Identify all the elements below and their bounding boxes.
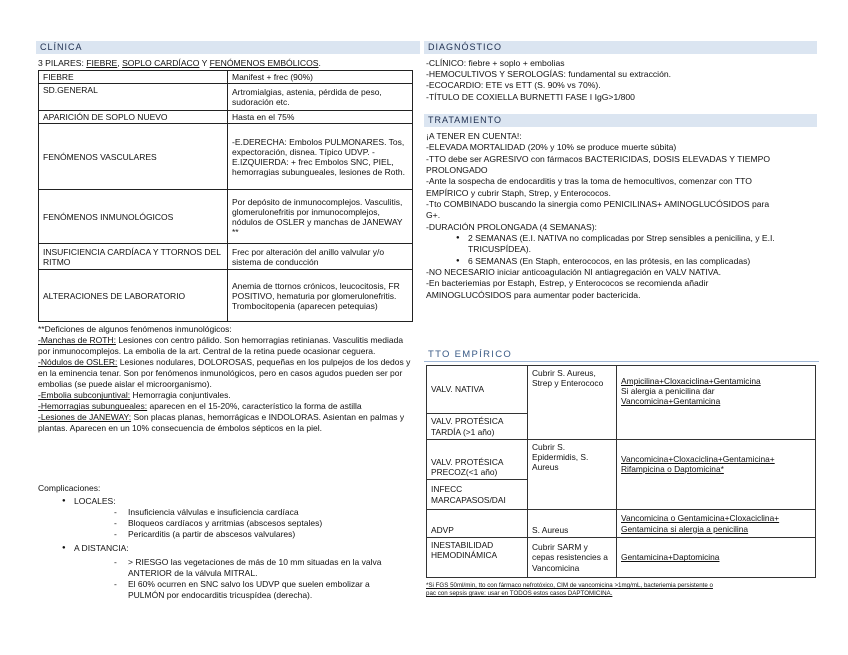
row-value: Artromialgias, astenia, pérdida de peso, sudoración etc. — [228, 84, 413, 111]
trat-bullet-2sem: ● 2 SEMANAS (E.I. NATIVA no complicadas por Strep sensibles a penicilina, y E.I. — [468, 233, 818, 244]
comp-distancia: ● A DISTANCIA: — [74, 543, 416, 554]
pilar-end: . — [318, 58, 321, 68]
trat-line: -DURACIÓN PROLONGADA (4 SEMANAS): — [426, 221, 597, 232]
trat-bullet-6sem: ● 6 SEMANAS (En Staph, enterococos, en las prótesis, en las complicadas) — [468, 256, 818, 267]
janeway-term: -Lesiones de JANEWAY: — [38, 412, 132, 423]
emp-treatment — [617, 366, 816, 440]
complicaciones — [38, 483, 416, 601]
trat-line: G+. — [426, 210, 441, 221]
trat-line: -Tto COMBINADO buscando la sinergia como PENICILINAS+ AMINOGLUCÓSIDOS para — [426, 199, 770, 210]
trat-line: EMPÍRICO y cubrir Staph, Strep, y Enterococos. — [426, 187, 611, 198]
comp-loc2: - Bloqueos cardíacos y arritmias (abscesos septales) — [128, 518, 416, 529]
emp-label: INESTABILIDAD HEMODINÁMICA — [427, 538, 528, 578]
note-hemorragias — [38, 401, 416, 412]
row-value: Anemia de ttornos crónicos, leucocitosis, FR POSITIVO, hematuria por glomerulonefritis. Trombocitopenia (aparecen petequias) — [228, 270, 413, 322]
diagnostico-title: DIAGNÓSTICO — [428, 42, 503, 52]
foot-line2: pac con sepsis grave: usar en TODOS estos casos DAPTOMICINA. — [426, 590, 613, 598]
empirico-header — [424, 348, 819, 362]
emp-cover: Cubrir S. Epidermidis, S. Aureus — [528, 440, 617, 510]
foot-line1: *Si FGS 50ml/min, tto con fármaco nefrotóxico, CIM de vancomicina >1mg/mL, bacteriemia persistente o — [426, 582, 713, 589]
comp-dist1a: - > RIESGO las vegetaciones de más de 10 mm situadas en la valva — [128, 557, 416, 568]
roth-term: -Manchas de ROTH: — [38, 335, 116, 346]
row-label: SD.GENERAL — [39, 84, 228, 111]
empirico-footnote — [426, 582, 818, 598]
pilares-line — [38, 58, 321, 68]
row-value: Frec por alteración del anillo valvular y/o sistema de conducción — [228, 244, 413, 270]
trat-bullet-2sem-cont: TRICUSPÍDEA). — [468, 244, 532, 255]
table-row — [427, 510, 816, 538]
tratamiento-title: TRATAMIENTO — [428, 115, 502, 125]
osler-text: Lesiones nodulares, DOLOROSAS, pequeñas en los pulpejos de los dedos y en la eminencia tenar. Son por fenómenos inmunológicos, pero en casos agudos pueden ser por embolias (se puede aislar el microorganismo). — [38, 357, 411, 390]
notes-title: **Deficiones de algunos fenómenos inmunológicos: — [38, 324, 232, 334]
diagnostico-body — [426, 58, 816, 103]
comp-locales: ● LOCALES: — [74, 496, 416, 507]
trat-line: PROLONGADO — [426, 165, 488, 176]
pilar-sep1: , — [117, 58, 123, 68]
diagnostico-header — [424, 41, 817, 54]
emp-t1: Vancomicina+Cloxaciclina+Gentamicina+ — [621, 454, 775, 464]
table-row — [427, 366, 816, 414]
hemorragias-text: aparecen en el 15-20%, característico la forma de astilla — [147, 401, 362, 412]
emp-t2: Rifampicina o Daptomicina* — [621, 464, 724, 475]
table-row — [427, 538, 816, 578]
pilares-prefix: 3 PILARES: — [38, 58, 87, 68]
row-label: INSUFICIENCIA CARDÍACA Y TTORNOS DEL RITMO — [39, 244, 228, 270]
row-value: -E.DERECHA: Embolos PULMONARES. Tos, expectoración, disnea. Típico UDVP. -E.IZQUIERDA: + frec Embolos SNC, PIEL, hemorragias subungueales, lesiones de Roth. — [228, 124, 413, 190]
embolia-term: -Embolia subconjuntival: — [38, 390, 131, 401]
diag-line: -CLÍNICO: fiebre + soplo + embolias — [426, 58, 565, 68]
note-roth — [38, 335, 416, 357]
row-label: APARICIÓN DE SOPLO NUEVO — [39, 111, 228, 124]
table-row — [39, 111, 413, 124]
diag-line: -HEMOCULTIVOS Y SEROLOGÍAS: fundamental su extracción. — [426, 69, 672, 80]
emp-cover: Cubrir S. Aureus, Strep y Enterococo — [528, 366, 617, 440]
row-label: FIEBRE — [39, 71, 228, 84]
table-row — [39, 71, 413, 84]
diag-line: -ECOCARDIO: ETE vs ETT (S. 90% vs 70%). — [426, 80, 601, 91]
table-row — [39, 190, 413, 244]
trat-line: -ELEVADA MORTALIDAD (20% y 10% se produce muerte súbita) — [426, 142, 677, 153]
trat-line: AMINOGLUCÓSIDOS para aumentar poder bactericida. — [426, 289, 641, 300]
trat-line: -En bacteriemias por Estaph, Estrep, y Enterococos se recomienda añadir — [426, 278, 709, 289]
emp-t1: Ampicilina+Cloxaciclina+Gentamicina — [621, 376, 761, 386]
comp-title: Complicaciones: — [38, 483, 101, 493]
emp-label: VALV. NATIVA — [427, 366, 528, 414]
pilar-fenomenos: FENÓMENOS EMBÓLICOS — [209, 58, 319, 68]
emp-treatment — [617, 538, 816, 578]
row-label: ALTERACIONES DE LABORATORIO — [39, 270, 228, 322]
comp-dist1b: ANTERIOR de la válvula MITRAL. — [128, 568, 258, 579]
emp-label: VALV. PROTÉSICA TARDÍA (>1 año) — [427, 414, 528, 440]
emp-cover: S. Aureus — [528, 510, 617, 538]
comp-loc1: - Insuficiencia válvulas e insuficiencia cardíaca — [128, 507, 416, 518]
row-value: Manifest + frec (90%) — [228, 71, 413, 84]
note-osler — [38, 357, 416, 390]
emp-treatment — [617, 510, 816, 538]
table-row — [39, 244, 413, 270]
embolia-text: Hemorragia conjuntivales. — [130, 390, 231, 401]
empirico-title: TTO EMPÍRICO — [428, 349, 513, 360]
emp-t2: Gentamicina si alergia a penicilina — [621, 523, 749, 534]
comp-loc3: - Pericarditis (a partir de abscesos valvulares) — [128, 529, 416, 540]
emp-label: VALV. PROTÉSICA PRECOZ(<1 año) — [427, 440, 528, 480]
row-label: FENÓMENOS VASCULARES — [39, 124, 228, 190]
tratamiento-header — [424, 114, 817, 127]
emp-t1: Vancomicina o Gentamicina+Cloxaciclina+ — [621, 513, 780, 524]
roth-text: Lesiones con centro pálido. Son hemorragias retinianas. Vasculitis mediada por inmunocomplejos. La embolia de la art. Central de la retina puede ocasionar ceguera. — [38, 335, 404, 357]
trat-line: ¡A TENER EN CUENTA!: — [426, 131, 522, 141]
trat-line: -TTO debe ser AGRESIVO con fármacos BACTERICIDAS, DOSIS ELEVADAS Y TIEMPO — [426, 153, 771, 164]
osler-term: -Nódulos de OSLER: — [38, 357, 118, 368]
row-value: Hasta en el 75% — [228, 111, 413, 124]
note-embolia — [38, 390, 416, 401]
emp-treatment — [617, 440, 816, 510]
clinica-title: CLÍNICA — [40, 42, 83, 52]
emp-t2: Si alergia a penicilina dar — [621, 386, 715, 397]
diag-line: -TÍTULO DE COXIELLA BURNETTI FASE I IgG>1/800 — [426, 91, 635, 102]
emp-label: INFECC MARCAPASOS/DAI — [427, 480, 528, 510]
clinica-header — [36, 41, 420, 54]
pilar-soplo: SOPLO CARDÍACO — [122, 58, 200, 68]
table-row — [39, 124, 413, 190]
pilar-fiebre: FIEBRE — [86, 58, 118, 68]
emp-t3: Vancomicina+Gentamicina — [621, 396, 721, 407]
table-row — [39, 84, 413, 111]
row-value: Por depósito de inmunocomplejos. Vasculitis, glomerulonefritis por inmunocomplejos, nódulos de OSLER y manchas de JANEWAY ** — [228, 190, 413, 244]
emp-cover: Cubrir SARM y cepas resistencies a Vancomicina — [528, 538, 617, 578]
emp-t1: Gentamicina+Daptomicina — [621, 552, 720, 563]
table-row — [39, 270, 413, 322]
tratamiento-body — [426, 131, 818, 301]
clinica-table — [38, 70, 413, 322]
trat-line: -NO NECESARIO iniciar anticoagulación NI antiagregación en VALV NATIVA. — [426, 267, 722, 278]
comp-dist2b: PULMÓN por endocarditis tricuspídea (derecha). — [128, 590, 313, 601]
note-janeway — [38, 412, 416, 434]
table-row — [427, 440, 816, 480]
comp-dist2a: - El 60% ocurren en SNC salvo los UDVP que suelen embolizar a — [128, 579, 416, 590]
inmuno-notes — [38, 324, 416, 434]
janeway-text: Son placas planas, hemorrágicas e INDOLORAS. Asientan en palmas y plantas. Aparecen en un 10% consecuencia de émbolos sépticos en la piel. — [38, 412, 405, 434]
trat-line: -Ante la sospecha de endocarditis y tras la toma de hemocultivos, comenzar con TTO — [426, 176, 752, 187]
hemorragias-term: -Hemorragias subungueales: — [38, 401, 148, 412]
emp-label: ADVP — [427, 510, 528, 538]
pilar-sep2: Y — [199, 58, 210, 68]
empirico-table — [426, 365, 816, 578]
row-label: FENÓMENOS INMUNOLÓGICOS — [39, 190, 228, 244]
